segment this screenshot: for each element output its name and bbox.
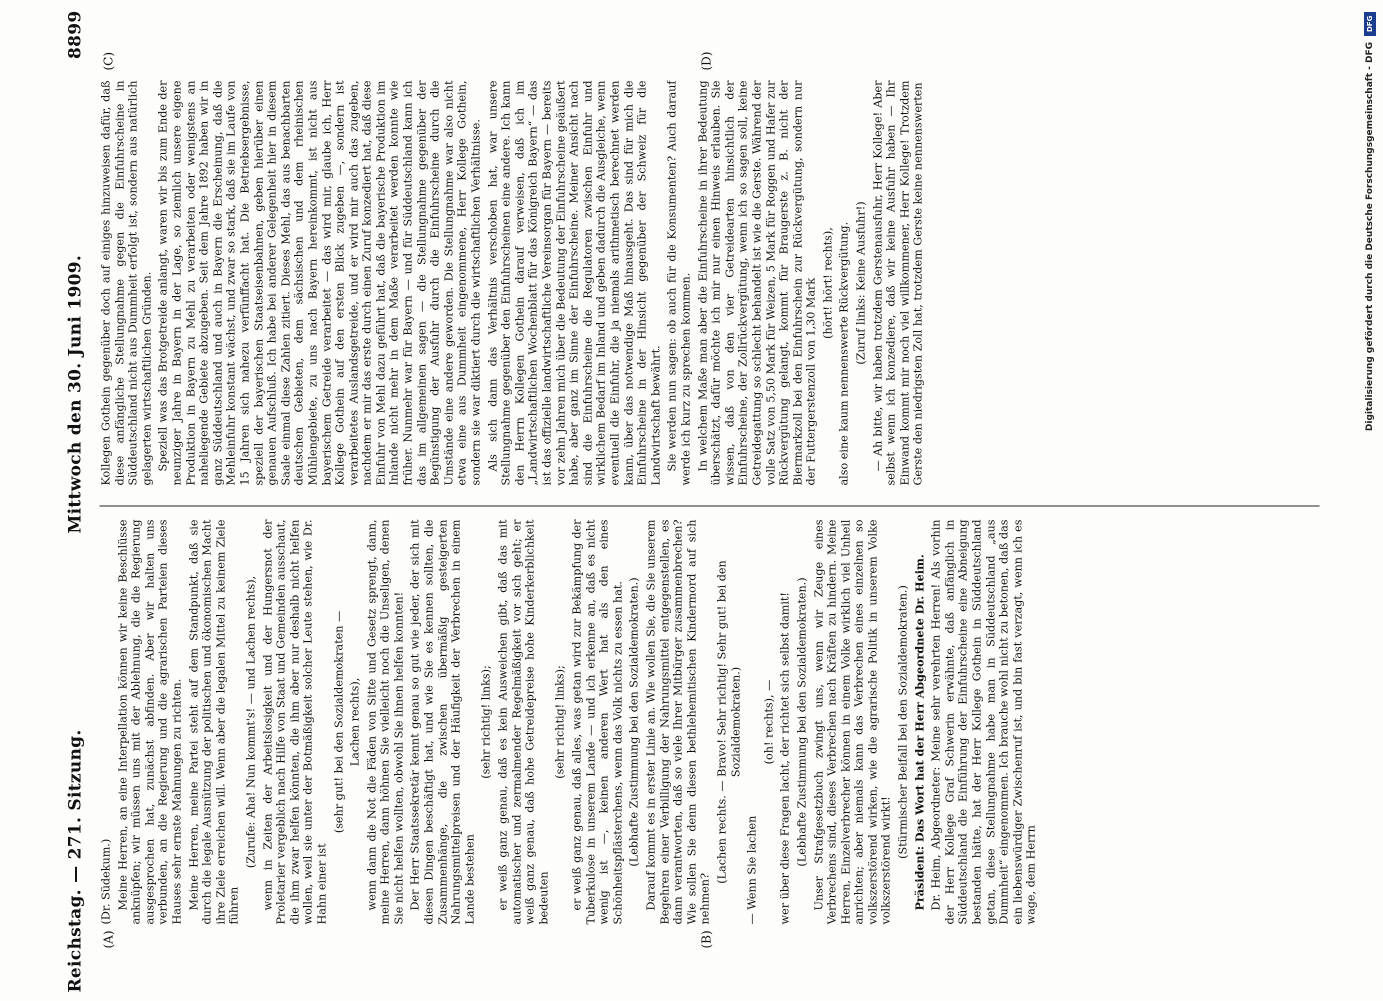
margin-marker-b: (B) [699, 930, 714, 949]
interjection: (Lebhafte Zustimmung bei den Sozialdemokraten.) [795, 577, 809, 867]
paragraph: Speziell was das Brotgetreide anlangt, waren wir bis zum Ende der neunziger Jahre in Bayern in der Lage, so ziemlich unsere eigene Produktion in Bayern zu Mehl zu verarbeiten oder wenigstens an naheliegende Gebiete abzugeben. Seit dem Jahre 1892 haben wir in ganz Süddeutschland und auch in Bayern die Erscheinung, daß die Mehleinfuhr konstant wächst, und zwar so stark, daß sie im Laufe von 15 Jahren sich nahezu verfünffacht hat. Die Betriebsergebnisse, speziell der bayerischen Staatseisenbahnen, geben hierüber einen genauen Aufschluß. Ich habe bei anderer Gelegenheit hier in diesem Saale einmal diese Zahlen zitiert. Dieses Mehl, das aus benachbarten deutschen Gebieten, dem sächsischen und dem rheinischen Mühlengebiete, zu uns nach Bayern hereinkommt, ist nicht aus bayerischem Getreide verarbeitet — das wird mir, glaube ich, Herr Kollege Gothein auf den ersten Blick zugeben —, sondern ist verarbeitetes Auslandsgetreide, und er wird mir auch das zugeben, nachdem er mir das erste durch einen Zuruf konzediert hat, daß diese Einfuhr von Mehl dazu geführt hat, daß die bayerische Produktion im Inlande nicht mehr in dem Maße verarbeitet werden konnte wie früher. Nunmehr war für Bayern — und für Süddeutschland kann ich das im allgemeinen sagen — die Stellungnahme gegenüber der Begünstigung der Ausfuhr durch die Einfuhrscheine durch die Umstände eine andere geworden. Die Stellungnahme war also nicht etwa eine aus Dummheit eingenommene, Herr Kollege Gothein, sondern sie war diktiert durch die wirtschaftlichen Verhältnisse. [156, 80, 483, 486]
interjection: (sehr richtig! links); [479, 665, 493, 779]
header-date: Mittwoch den 30. Juni 1909. [65, 254, 86, 534]
paragraph: Sie werden nun sagen: ob auch für die Konsumenten? Auch darauf werde ich kurz zu sprechen kommen. [665, 80, 693, 486]
header-left: Reichstag. — 271. Sitzung. [65, 729, 86, 993]
digitization-credit [1363, 12, 1377, 988]
paragraph: Als sich dann das Verhältnis verschoben hat, war unsere Stellungnahme gegenüber den Einfuhrscheinen eine andere. Ich kann den Herrn Kollegen Gothein darauf verweisen, daß ich im „Landwirtschaftlichen Wochenblatt für das Königreich Bayern“ — das ist das offizielle landwirtschaftliche Vereinsorgan für Bayern — bereits vor zehn Jahren mich über die Bedeutung der Einfuhrscheine geäußert habe, aber ganz im Sinne der Einfuhrscheine. Meiner Ansicht nach sind die Einfuhrscheine die Regulatoren zwischen Einfuhr und wirklichem Bedarf im Inland und geben dadurch die Ausgleiche, wenn eventuell die Einfuhr, die ja niemals arithmetisch berechnet werden kann, über das notwendige Maß hinausgeht. Das sind für mich die Einfuhrscheine in der Hinsicht gegenüber der Schweiz für die Landwirtschaft bewährt. [486, 80, 663, 486]
page-header [10, 1, 96, 1001]
paragraph: — Wenn Sie lachen [745, 815, 759, 925]
interjection: (sehr richtig! links); [553, 665, 567, 779]
paragraph: Kollegen Gothein gegenüber doch auf einiges hinzuweisen dafür, daß diese anfängliche Stellungnahme gegen die Einfuhrscheine in Süddeutschland nicht aus Dummheit erfolgt ist, sondern aus natürlich gelagerten wirtschaftlichen Gründen. [99, 80, 154, 486]
text-column-right [100, 81, 1320, 486]
interjection: (Zuruf links: Keine Ausfuhr!) [854, 201, 868, 365]
interjection: (oh! rechts), — [762, 679, 776, 765]
paragraph: Der Herr Staatssekretär kennt genau so gut wie jeder, der sich mit diesen Dingen beschäftigt hat, und wie Sie es kennen sollten, die Zusammenhänge, die zwischen übermäßig gesteigerten Nahrungsmittelpreisen und der Häufigkeit der Verbrechen in einem Lande bestehen [408, 519, 477, 925]
paragraph: Darauf kommt es in erster Linie an. Wie wollen Sie, die Sie unserem Begehren einer Verbilligung der Nahrungsmittel entgegenstellen, es dann verantworten, daß so viele Ihrer Mitbürger zusammenbrechen? Wie sollen Sie denn diesen bethlehemitischen Kindermord auf sich nehmen? [644, 519, 712, 925]
interjection: (Lachen rechts. — Bravo! Sehr richtig! Sehr gut! bei den Sozialdemokraten.) [715, 560, 743, 884]
page-number: 8899 [65, 10, 86, 60]
paragraph: wenn in Zeiten der Arbeitslosigkeit und der Hungersnot der Proletarier vergeblich nach Hilfe von Staat und Gemeinden ausschaut, die ihm zwar helfen könnten, die ihm aber nur deshalb nicht helfen wollen, weil sie unter der Botmäßigkeit solcher Leute stehen, wie Dr. Hahn einer ist [261, 519, 329, 925]
interjection: (Stürmischer Beifall bei den Sozialdemokraten.) [896, 585, 910, 859]
paragraph: Meine Herren, meine Partei steht auf dem Standpunkt, daß sie durch die legale Ausnützung der politischen und ökonomischen Macht ihre Ziele erreichen will. Wenn aber die legalen Mittel zu keinem Ziele führen [187, 519, 241, 925]
paragraph: Unser Strafgesetzbuch zwingt uns, wenn wir Zeuge eines Verbrechens sind, dieses Verbrechen nach Kräften zu hindern. Meine Herren, Einzelverbrecher können in einem Volke wirklich viel Unheil anrichten; aber niemals kann das Verbrechen eines einzelnen so volkszerstörend wirken, wie die agrarische Politik in unserem Volke volkszerstörend wirkt! [812, 519, 893, 925]
dfg-logo: DFG [1364, 12, 1376, 36]
paragraph: er weiß ganz genau, daß es kein Ausweichen gibt, daß das mit automatischer und zermalmender Regelmäßigkeit vor sich geht; er weiß ganz genau, daß hohe Getreidepreise hohe Kinderkerblichkeit bedeuten [496, 519, 551, 925]
margin-marker-a: (A) [101, 930, 116, 949]
paragraph: wenn dann die Not die Fäden von Sitte und Gesetz sprengt, dann, meine Herren, dann höhnen Sie vielleicht noch die Unseligen, denen Sie nicht helfen wollten, obwohl Sie ihnen helfen konnten! [365, 519, 406, 925]
interjection: (hört! hört! rechts), [821, 227, 835, 339]
paragraph: er weiß ganz genau, daß alles, was getan wird zur Bekämpfung der Tuberkulose in unserem Lande — und ich erkenne an, daß es nicht wenig ist —, keinen anderen Wert hat als den eines Schönheitspflästerchens, wenn das Volk nichts zu essen hat. [570, 519, 625, 925]
column-divider [100, 506, 1320, 507]
interjection: (Lebhafte Zustimmung bei den Sozialdemokraten.) [627, 577, 641, 867]
interjection: (sehr gut! bei den Sozialdemokraten — [332, 610, 345, 834]
paragraph: — Ah bitte, wir haben trotzdem Gerstenausfuhr, Herr Kollege! Aber selbst wenn ich konzediere, daß wir keine Ausfuhr haben — Ihr Einwand kommt mir noch viel willkommener, Herr Kollege! Trotzdem Gerste den niedrigsten Zoll hat, trotzdem Gerste keine nennenswerten [871, 80, 925, 486]
paragraph: Dr. Heim, Abgeordneter: Meine sehr verehrten Herren! Als vorhin der Herr Kollege Graf Schwerin erwähnte, daß anfänglich in Süddeutschland die Einführung der Einfuhrscheine eine Abneigung bestanden hätte, hat der Herr Kollege Gothein in Süddeutschland getan, diese Stellungnahme habe man in Süddeutschland „aus Dummheit“ eingenommen. Ich brauche wohl nicht zu betonen, daß das ein liebenswürdiger Zwischenruf ist, und bin fast verzagt, wenn ich es wage, dem Herrn [929, 519, 1038, 925]
margin-marker-d: (D) [699, 51, 714, 71]
speaker-tag: (Dr. Südekum.) [99, 838, 113, 925]
rotated-newspaper-page [0, 1, 1383, 1001]
interjection: (Zurufe: Aha! Nun kommt's! — und Lachen rechts), [244, 575, 258, 869]
paragraph: Meine Herren, an eine Interpellation können wir keine Beschlüsse anknüpfen; wir müssen uns mit der Ablehnung, die die Regierung ausgesprochen hat, zunächst abfinden. Aber wir halten uns verbunden, an die Regierung und die agrarischen Parteien dieses Hauses sehr ernste Mahnungen zu richten. [116, 519, 184, 925]
paragraph: wer über diese Fragen lacht, der richtet sich selbst damit! [778, 592, 792, 925]
president-statement: Präsident: Das Wort hat der Herr Abgeordnete Dr. Heim. [912, 554, 927, 911]
interjection: Lachen rechts), [348, 677, 362, 767]
digitization-credit-text: Digitalisierung gefördert durch die Deutsche Forschungsgemeinschaft - DFG [1365, 42, 1375, 432]
margin-marker-c: (C) [101, 51, 116, 71]
paragraph: In welchem Maße man aber die Einfuhrscheine in ihrer Bedeutung überschätzt, dafür möchte ich mir nur einen Hinweis erlauben. Sie wissen, daß von den vier Getreidearten hinsichtlich der Einfuhrscheine, der Zollrückvergütung, wenn ich so sagen soll, keine Getreidegattung so schlecht behandelt ist wie die Gerste. Während der volle Satz von 5,50 Mark für Weizen, 5 Mark für Roggen und Hafer zur Rückvergütung gelangt, kommt für Braugerste z. B. nicht der Biermarkzoll bei den Einfuhrschein zur Rückvergütung, sondern nur der Futtergerstenzoll von 1,30 Mark [696, 80, 818, 486]
text-column-left [100, 520, 1320, 925]
paragraph: also eine kaum nennenswerte Rückvergütung. [837, 221, 851, 486]
